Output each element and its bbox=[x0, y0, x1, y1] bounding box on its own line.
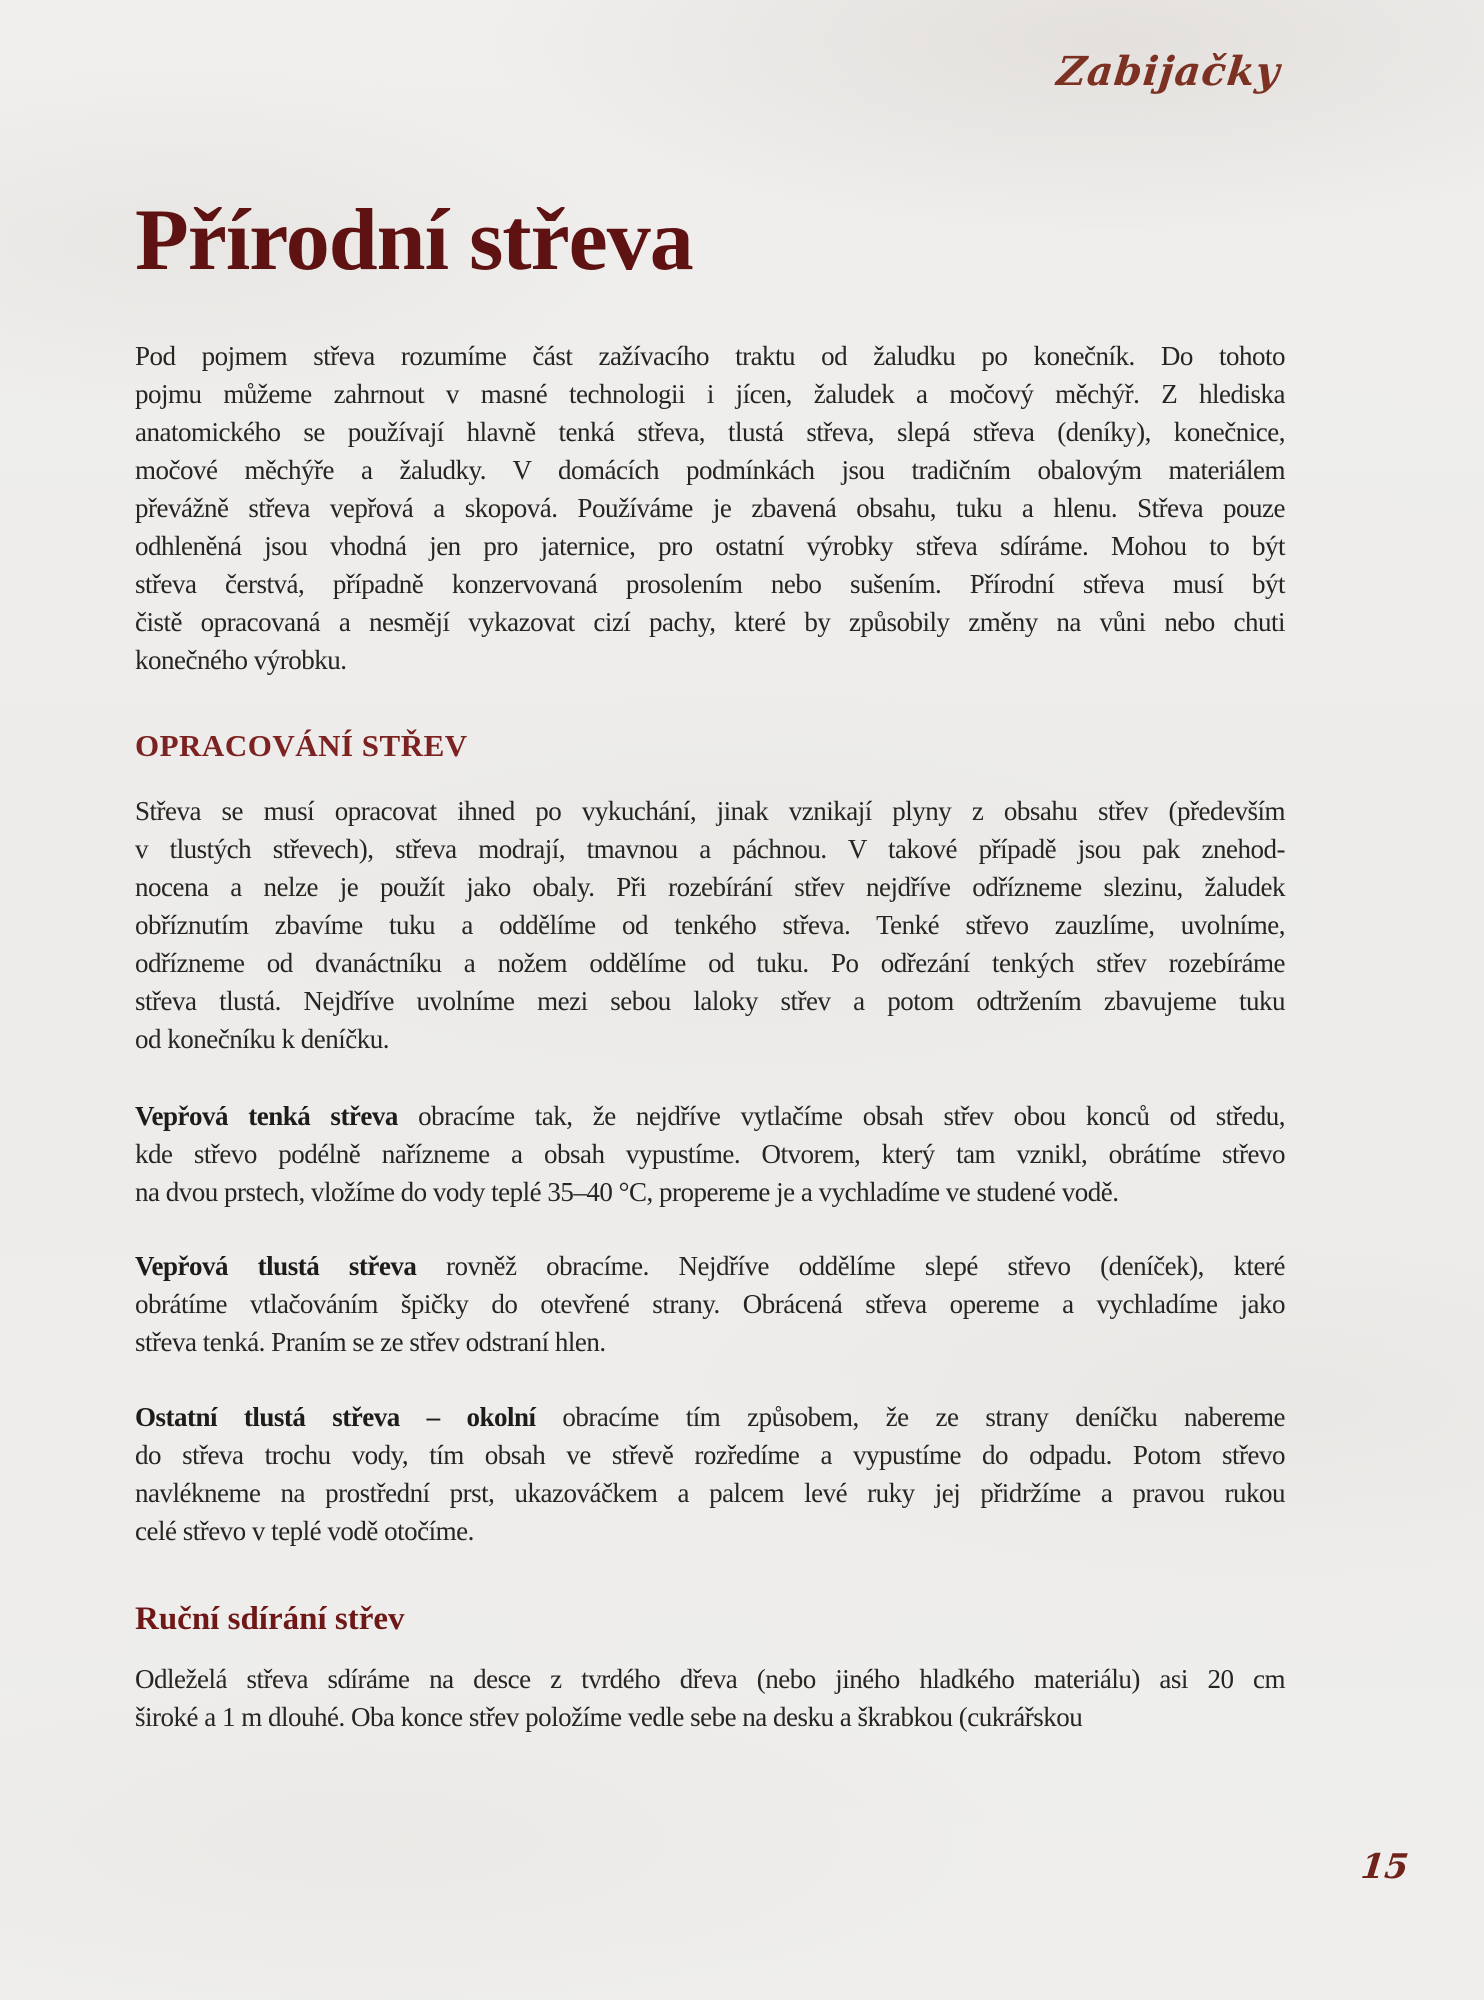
text-line: anatomického se používají hlavně tenká střeva, tlustá střeva, slepá střeva (deníky), konečnice, bbox=[135, 417, 1285, 447]
text-line: pojmu můžeme zahrnout v masné technologii i jícen, žaludek a močový měchýř. Z hlediska bbox=[135, 379, 1285, 409]
text-line: Pod pojmem střeva rozumíme část zažívacího traktu od žaludku po konečník. Do tohoto bbox=[135, 341, 1285, 371]
text-line: Odleželá střeva sdíráme na desce z tvrdého dřeva (nebo jiného hladkého materiálu) asi 20 cm bbox=[135, 1664, 1285, 1694]
text-line: obříznutím zbavíme tuku a oddělíme od tenkého střeva. Tenké střevo zauzlíme, uvolníme, bbox=[135, 910, 1285, 940]
subsection-heading: Ruční sdírání střev bbox=[135, 1601, 405, 1637]
paragraph bbox=[135, 1247, 1285, 1361]
text-line: odhleněná jsou vhodná jen pro jaternice, pro ostatní výrobky střeva sdíráme. Mohou to být bbox=[135, 531, 1285, 561]
text-line: nocena a nelze je použít jako obaly. Při rozebírání střev nejdříve odřízneme slezinu, žaludek bbox=[135, 872, 1285, 902]
text-line: v tlustých střevech), střeva modrají, tmavnou a páchnou. V takové případě jsou pak znehod- bbox=[135, 834, 1285, 864]
text-line: obrátíme vtlačováním špičky do otevřené strany. Obrácená střeva opereme a vychladíme jako bbox=[135, 1289, 1285, 1319]
bold-lead: Vepřová tlustá střeva bbox=[135, 1251, 417, 1281]
text-line: na dvou prstech, vložíme do vody teplé 35–40 °C, propereme je a vychladíme ve studené vodě. bbox=[135, 1177, 1119, 1207]
text-line: Ostatní tlustá střeva – okolní obracíme tím způsobem, že ze strany deníčku nabereme bbox=[135, 1402, 1285, 1432]
paragraph bbox=[135, 1097, 1285, 1211]
bold-lead: Ostatní tlustá střeva – okolní bbox=[135, 1402, 536, 1432]
text-line: odřízneme od dvanáctníku a nožem oddělíme od tuku. Po odřezání tenkých střev rozebíráme bbox=[135, 948, 1285, 978]
text-line: navlékneme na prostřední prst, ukazováčkem a palcem levé ruky jej přidržíme a pravou rukou bbox=[135, 1478, 1285, 1508]
section-heading: OPRACOVÁNÍ STŘEV bbox=[135, 728, 468, 763]
bold-lead: Vepřová tenká střeva bbox=[135, 1101, 398, 1131]
text-line: široké a 1 m dlouhé. Oba konce střev položíme vedle sebe na desku a škrabkou (cukrářskou bbox=[135, 1702, 1083, 1732]
text-column bbox=[135, 150, 1285, 1736]
text-line: močové měchýře a žaludky. V domácích podmínkách jsou tradičním obalovým materiálem bbox=[135, 455, 1285, 485]
text-line: střeva tenká. Praním se ze střev odstraní hlen. bbox=[135, 1327, 606, 1357]
text-line: Vepřová tenká střeva obracíme tak, že nejdříve vytlačíme obsah střev obou konců od středu, bbox=[135, 1101, 1285, 1131]
text-line: Střeva se musí opracovat ihned po vykuchání, jinak vznikají plyny z obsahu střev (především bbox=[135, 796, 1285, 826]
text-line: konečného výrobku. bbox=[135, 645, 347, 675]
paragraph bbox=[135, 1660, 1285, 1736]
paragraph bbox=[135, 792, 1285, 1058]
paragraph bbox=[135, 337, 1285, 679]
text-line: od konečníku k deníčku. bbox=[135, 1024, 389, 1054]
text-line: celé střevo v teplé vodě otočíme. bbox=[135, 1516, 474, 1546]
article-body bbox=[135, 337, 1285, 1736]
text-line: čistě opracovaná a nesmějí vykazovat cizí pachy, které by způsobily změny na vůni nebo chuti bbox=[135, 607, 1285, 637]
text-line: kde střevo podélně nařízneme a obsah vypustíme. Otvorem, který tam vznikl, obrátíme střevo bbox=[135, 1139, 1285, 1169]
text-line: Vepřová tlustá střeva rovněž obracíme. Nejdříve oddělíme slepé střevo (deníček), které bbox=[135, 1251, 1285, 1281]
text-line: střeva čerstvá, případně konzervovaná prosolením nebo sušením. Přírodní střeva musí být bbox=[135, 569, 1285, 599]
text-line: střeva tlustá. Nejdříve uvolníme mezi sebou laloky střev a potom odtržením zbavujeme tuku bbox=[135, 986, 1285, 1016]
page-title: Přírodní střeva bbox=[135, 192, 693, 289]
text-line: do střeva trochu vody, tím obsah ve střevě rozředíme a vypustíme do odpadu. Potom střevo bbox=[135, 1440, 1285, 1470]
chapter-header-label: Zabijačky bbox=[1054, 48, 1283, 95]
text-line: převážně střeva vepřová a skopová. Používáme je zbavená obsahu, tuku a hlenu. Střeva pouze bbox=[135, 493, 1285, 523]
paragraph bbox=[135, 1398, 1285, 1550]
page-number: 15 bbox=[1358, 1847, 1411, 1887]
